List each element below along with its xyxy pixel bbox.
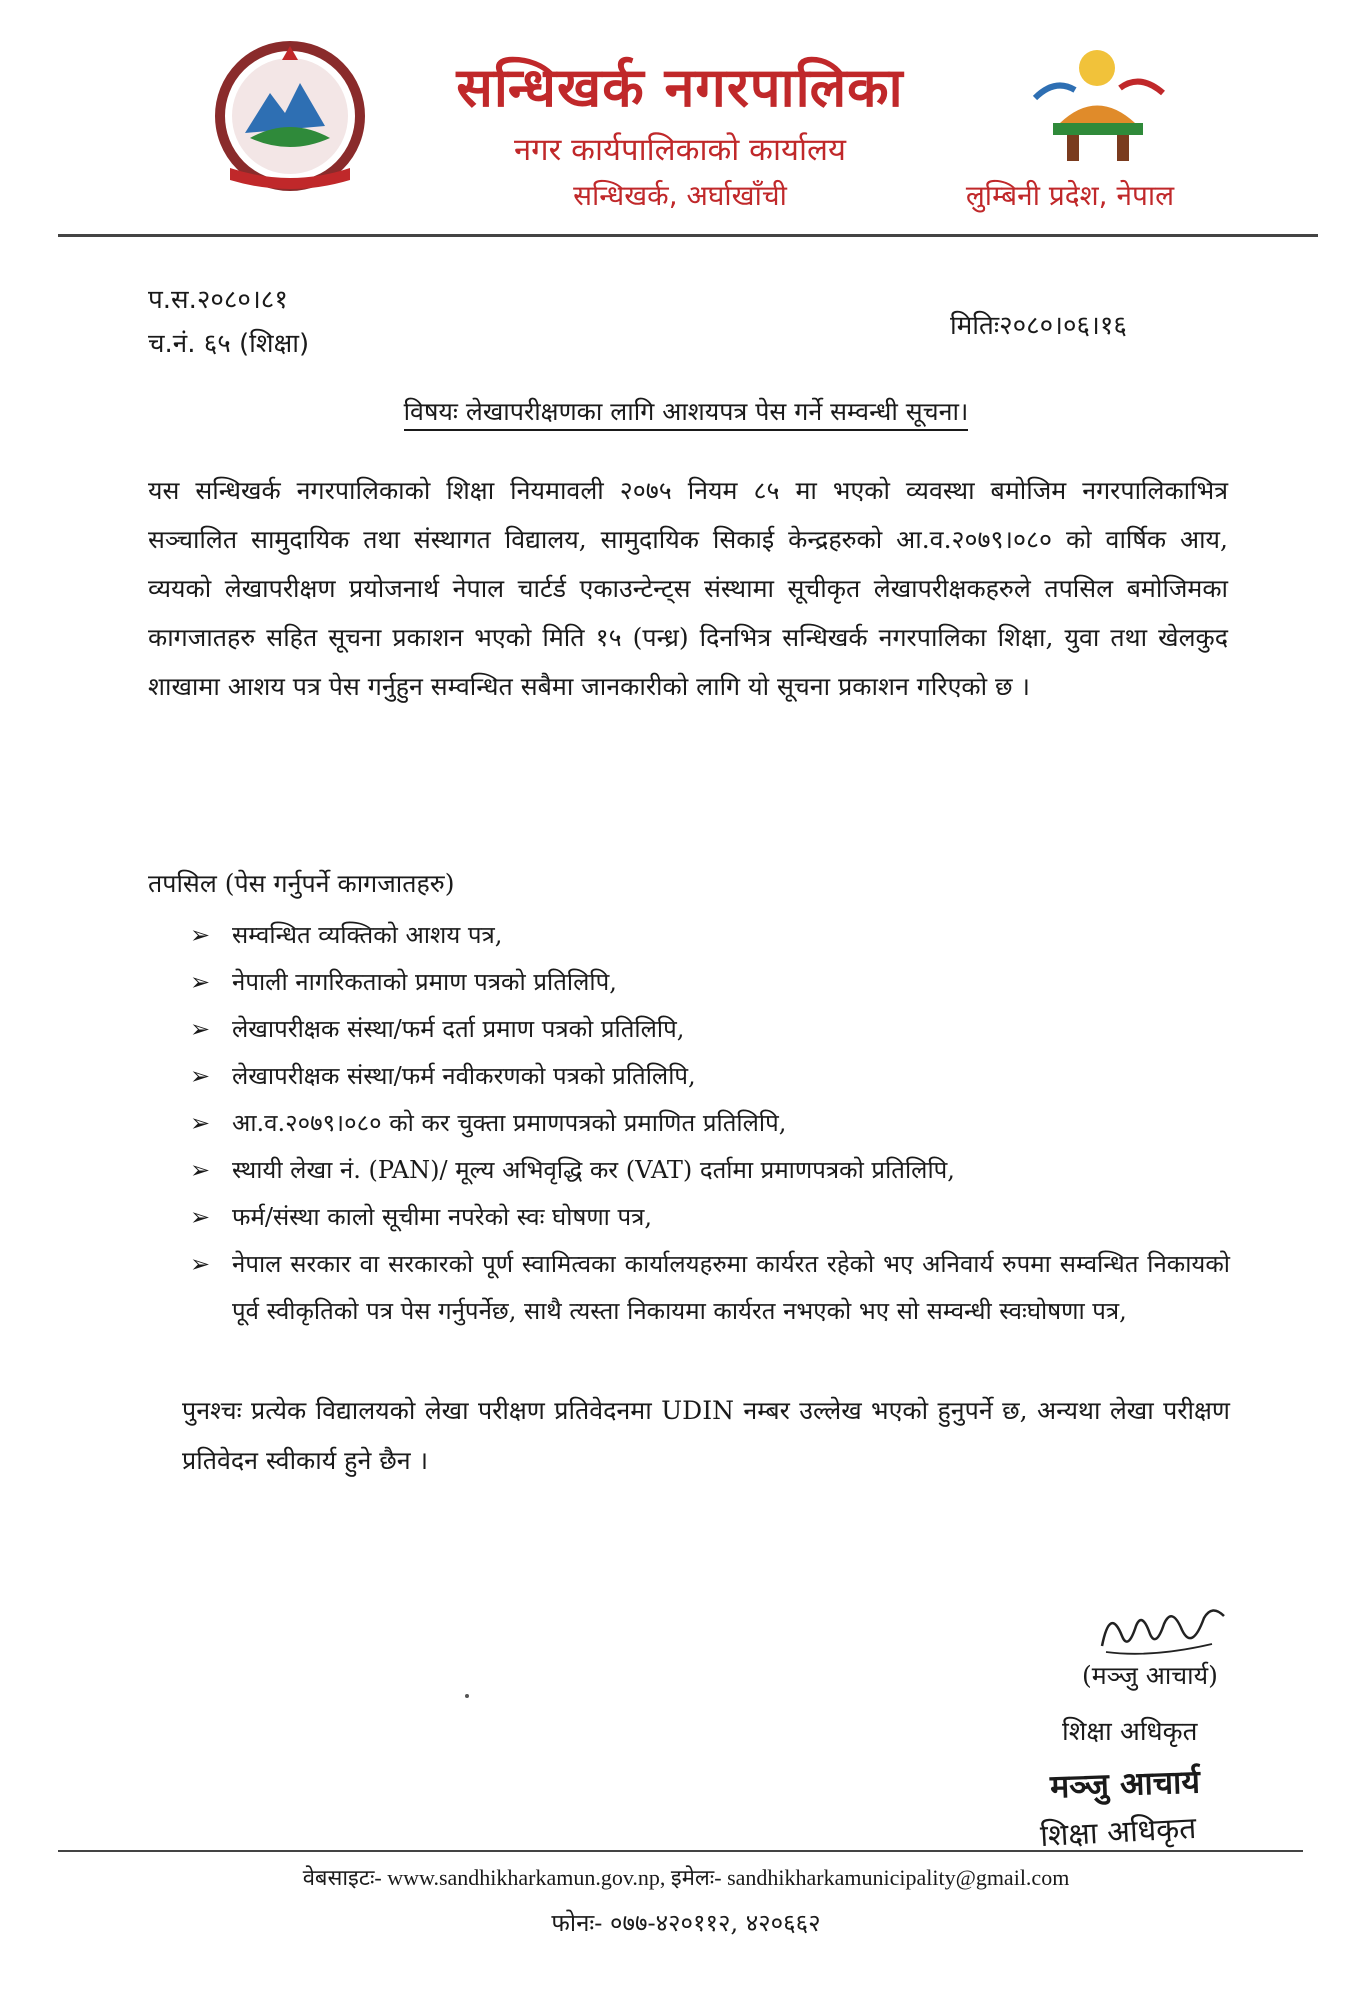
subject-text: विषयः लेखापरीक्षणका लागि आशयपत्र पेस गर्ने सम्वन्धी सूचना। <box>404 397 969 431</box>
list-item-text: नेपाल सरकार वा सरकारको पूर्ण स्वामित्वका कार्यालयहरुमा कार्यरत रहेको भए अनिवार्य रुपमा सम्वन्धित निकायको पूर्व स्वीकृतिको पत्र पेस गर्नुपर्नेछ, साथै त्यस्ता निकायमा कार्यरत नभएको भए सो सम्वन्धी स्वःघोषणा पत्र, <box>232 1250 1230 1325</box>
footer-divider <box>58 1850 1303 1852</box>
province-label: लुम्बिनी प्रदेश, नेपाल <box>965 179 1175 212</box>
stamp-name: मञ्जु आचार्य <box>1049 1762 1201 1806</box>
notice-date: मितिः२०८०।०६।१६ <box>950 311 1127 341</box>
signature-icon <box>1092 1596 1232 1666</box>
municipality-logo-icon <box>1015 28 1180 168</box>
arrow-bullet-icon: ➢ <box>190 968 211 996</box>
postscript-note: पुनश्चः प्रत्येक विद्यालयको लेखा परीक्षण प्रतिवेदनमा UDIN नम्बर उल्लेख भएको हुनुपर्ने छ, अन्यथा लेखा परीक्षण प्रतिवेदन स्वीकार्य हुने छैन । <box>182 1396 1230 1475</box>
list-item <box>190 1006 1230 1053</box>
list-item <box>190 959 1230 1006</box>
list-item-text: लेखापरीक्षक संस्था/फर्म दर्ता प्रमाण पत्रको प्रतिलिपि, <box>232 1015 685 1043</box>
header-divider <box>58 234 1318 237</box>
signatory-title: शिक्षा अधिकृत <box>1062 1717 1198 1747</box>
arrow-bullet-icon: ➢ <box>190 921 211 949</box>
arrow-bullet-icon: ➢ <box>190 1109 211 1137</box>
arrow-bullet-icon: ➢ <box>190 1203 211 1231</box>
list-item <box>190 1053 1230 1100</box>
signatory-name: (मञ्जु आचार्य) <box>1082 1661 1218 1690</box>
speck <box>465 1694 469 1698</box>
stamp-title: शिक्षा अधिकृत <box>1039 1810 1198 1855</box>
arrow-bullet-icon: ➢ <box>190 1250 211 1278</box>
subject-line <box>100 394 1272 428</box>
document-list <box>190 912 1230 1335</box>
arrow-bullet-icon: ➢ <box>190 1156 211 1184</box>
list-item <box>190 1241 1230 1335</box>
list-item-text: लेखापरीक्षक संस्था/फर्म नवीकरणको पत्रको प्रतिलिपि, <box>232 1062 696 1090</box>
office-name: नगर कार्यपालिकाको कार्यालय <box>513 132 847 168</box>
list-item-text: आ.व.२०७९।०८० को कर चुक्ता प्रमाणपत्रको प्रमाणित प्रतिलिपि, <box>232 1109 787 1137</box>
footer-phone: फोनः- ०७७-४२०११२, ४२०६६२ <box>551 1909 821 1937</box>
list-item <box>190 1100 1230 1147</box>
reference-number: प.स.२०८०।८१ <box>148 285 288 315</box>
list-item-text: सम्वन्धित व्यक्तिको आशय पत्र, <box>232 921 503 949</box>
list-item <box>190 1194 1230 1241</box>
org-name: सन्धिखर्क नगरपालिका <box>456 56 904 119</box>
list-item-text: फर्म/संस्था कालो सूचीमा नपरेको स्वः घोषणा पत्र, <box>232 1203 653 1231</box>
dispatch-number: च.नं. ६५ (शिक्षा) <box>148 329 310 359</box>
list-item-text: नेपाली नागरिकताको प्रमाण पत्रको प्रतिलिपि, <box>232 968 617 996</box>
list-title: तपसिल (पेस गर्नुपर्ने कागजातहरु) <box>148 869 455 898</box>
office-address: सन्धिखर्क, अर्घाखाँची <box>573 179 787 212</box>
list-item-text: स्थायी लेखा नं. (PAN)/ मूल्य अभिवृद्धि कर (VAT) दर्तामा प्रमाणपत्रको प्रतिलिपि, <box>232 1156 955 1184</box>
arrow-bullet-icon: ➢ <box>190 1062 211 1090</box>
body-paragraph: यस सन्धिखर्क नगरपालिकाको शिक्षा नियमावली २०७५ नियम ८५ मा भएको व्यवस्था बमोजिम नगरपालिकाभित्र सञ्चालित सामुदायिक तथा संस्थागत विद्यालय, सामुदायिक सिकाई केन्द्रहरुको आ.व.२०७९।०८० को वार्षिक आय, व्ययको लेखापरीक्षण प्रयोजनार्थ नेपाल चार्टर्ड एकाउन्टेन्ट्स संस्थामा सूचीकृत लेखापरीक्षकहरुले तपसिल बमोजिमका कागजातहरु सहित सूचना प्रकाशन भएको मिति १५ (पन्ध्र) दिनभित्र सन्धिखर्क नगरपालिका शिक्षा, युवा तथा खेलकुद शाखामा आशय पत्र पेस गर्नुहुन सम्वन्धित सबैमा जानकारीको लागि यो सूचना प्रकाशन गरिएको छ । <box>148 476 1228 701</box>
list-item <box>190 1147 1230 1194</box>
list-item <box>190 912 1230 959</box>
arrow-bullet-icon: ➢ <box>190 1015 211 1043</box>
nepal-emblem-icon <box>190 38 390 198</box>
footer-contact: वेबसाइटः- www.sandhikharkamun.gov.np, इमेलः- sandhikharkamunicipality@gmail.com <box>302 1865 1070 1890</box>
